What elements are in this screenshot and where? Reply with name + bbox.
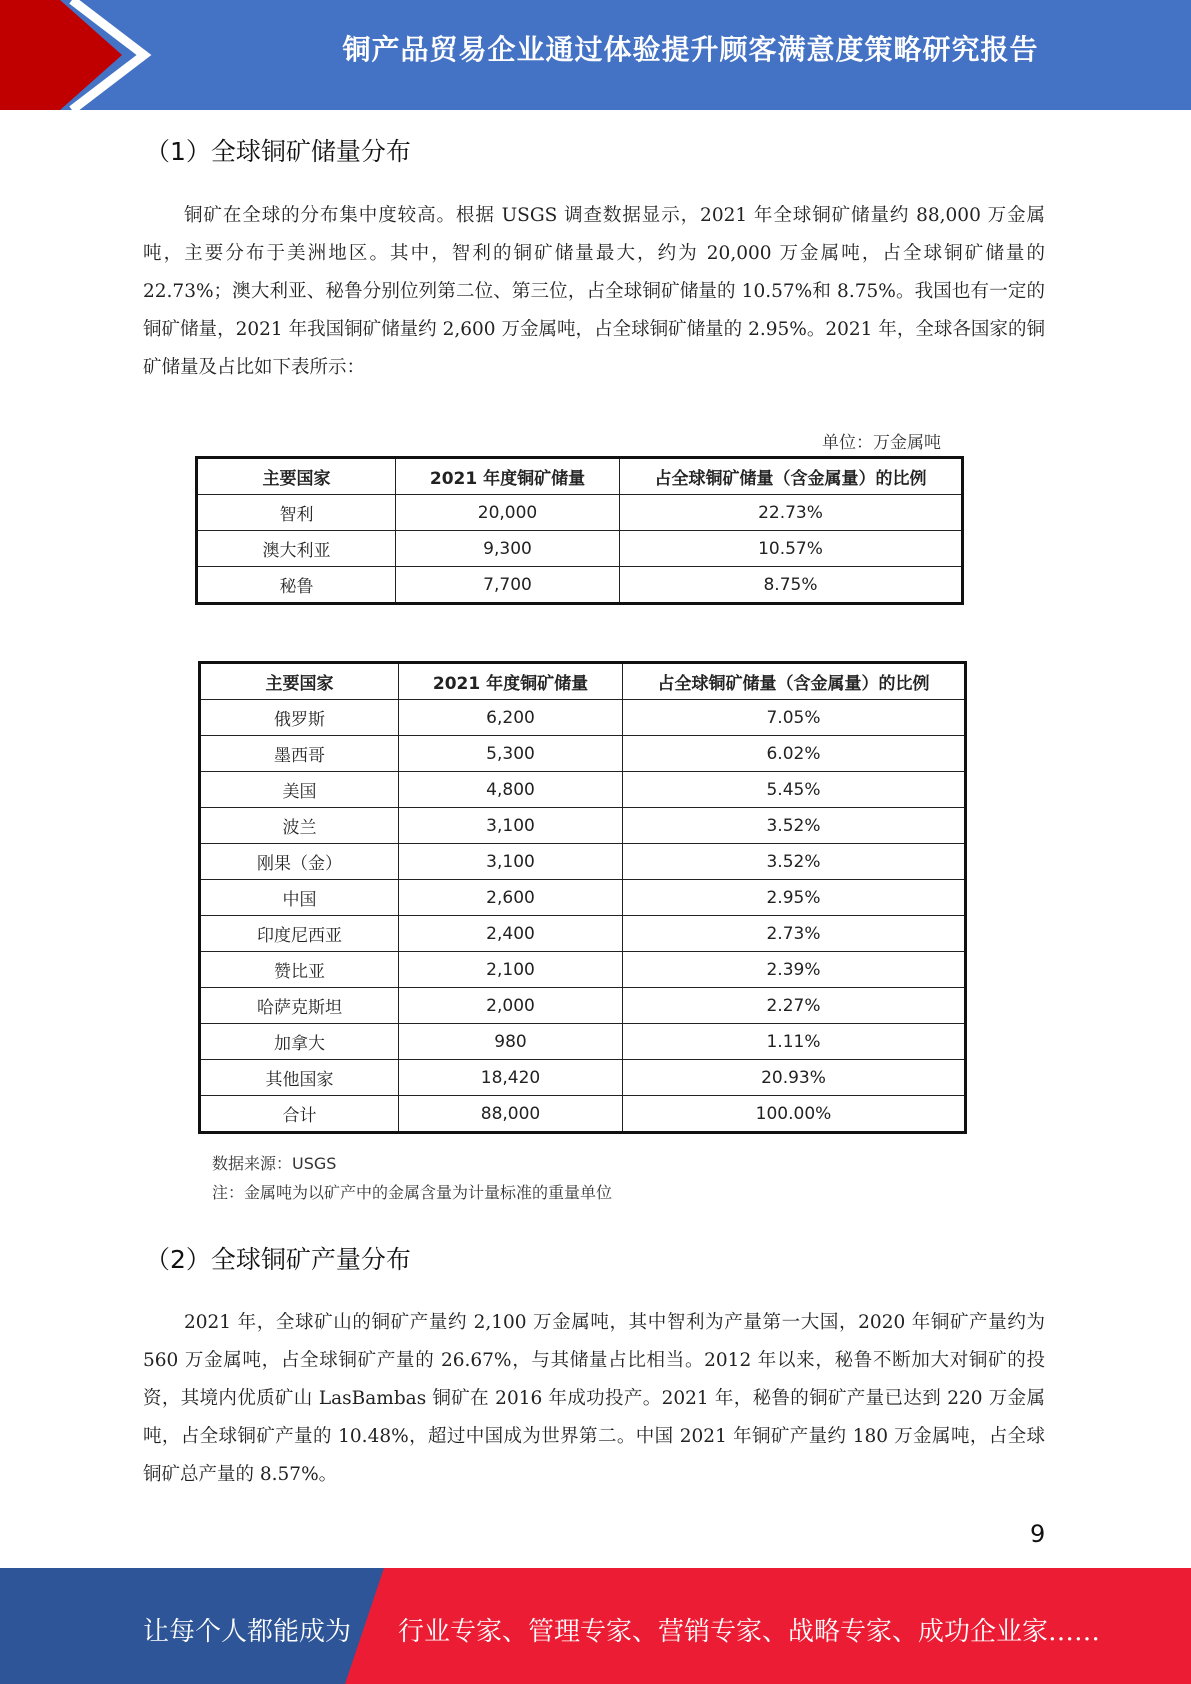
table-row [200, 988, 966, 1024]
section-heading-production: （2）全球铜矿产量分布 [145, 1245, 411, 1274]
section-paragraph-reserves: 铜矿在全球的分布集中度较高。根据 USGS 调查数据显示，2021 年全球铜矿储量约 88,000 万金属吨，主要分布于美洲地区。其中，智利的铜矿储量最大，约为 20,000 万金属吨，占全球铜矿储量的 22.73%；澳大利亚、秘鲁分别位列第二位、第三位，占全球铜矿储量的 10.57%和 8.75%。我国也有一定的铜矿储量，2021 年我国铜矿储量约 2,600 万金属吨，占全球铜矿储量的 2.95%。2021 年，全球各国家的铜矿储量及占比如下表所示： [143, 205, 1045, 378]
table-row [200, 916, 966, 952]
table-cell: 刚果（金） [200, 844, 399, 880]
table-cell: 智利 [197, 495, 396, 531]
table-source: 数据来源：USGS [212, 1154, 337, 1173]
table-row [197, 567, 963, 604]
table-cell: 5,300 [399, 736, 623, 772]
table-row [200, 844, 966, 880]
table-cell: 7,700 [396, 567, 620, 604]
table-cell: 980 [399, 1024, 623, 1060]
table-cell: 2.95% [623, 880, 966, 916]
table-cell: 俄罗斯 [200, 700, 399, 736]
table-cell: 3,100 [399, 844, 623, 880]
table-cell: 4,800 [399, 772, 623, 808]
table-cell: 20.93% [623, 1060, 966, 1096]
table-note: 注：金属吨为以矿产中的金属含量为计量标准的重量单位 [212, 1183, 613, 1202]
table-cell: 22.73% [620, 495, 963, 531]
table-cell: 9,300 [396, 531, 620, 567]
table-row [200, 772, 966, 808]
table-cell: 中国 [200, 880, 399, 916]
table-row [200, 700, 966, 736]
reserves-table-bottom [198, 661, 967, 1134]
table-cell: 2,000 [399, 988, 623, 1024]
table-cell: 7.05% [623, 700, 966, 736]
table-header-row [197, 458, 963, 495]
table-row [197, 531, 963, 567]
column-header: 主要国家 [200, 663, 399, 700]
table-cell: 3.52% [623, 808, 966, 844]
table-cell: 2.39% [623, 952, 966, 988]
column-header: 主要国家 [197, 458, 396, 495]
table-row [200, 1060, 966, 1096]
table-row [197, 495, 963, 531]
table-cell: 6.02% [623, 736, 966, 772]
table-cell: 加拿大 [200, 1024, 399, 1060]
report-title: 铜产品贸易企业通过体验提升顾客满意度策略研究报告 [342, 33, 1039, 66]
page-number: 9 [1030, 1520, 1046, 1548]
column-header: 2021 年度铜矿储量 [396, 458, 620, 495]
table-cell: 5.45% [623, 772, 966, 808]
table-cell: 秘鲁 [197, 567, 396, 604]
table-cell: 100.00% [623, 1096, 966, 1133]
table-header-row [200, 663, 966, 700]
table-cell: 赞比亚 [200, 952, 399, 988]
table-cell: 88,000 [399, 1096, 623, 1133]
table-row [200, 880, 966, 916]
section-paragraph-production: 2021 年，全球矿山的铜矿产量约 2,100 万金属吨，其中智利为产量第一大国，2020 年铜矿产量约为 560 万金属吨，占全球铜矿产量的 26.67%，与其储量占比相当。2012 年以来，秘鲁不断加大对铜矿的投资，其境内优质矿山 LasBambas 铜矿在 2016 年成功投产。2021 年，秘鲁的铜矿产量已达到 220 万金属吨，占全球铜矿产量的 10.48%，超过中国成为世界第二。中国 2021 年铜矿产量约 180 万金属吨，占全球铜矿总产量的 8.57%。 [143, 1312, 1045, 1485]
table-cell: 10.57% [620, 531, 963, 567]
reserves-table-top [195, 456, 964, 605]
table-cell: 波兰 [200, 808, 399, 844]
table-cell: 2,400 [399, 916, 623, 952]
table-cell: 20,000 [396, 495, 620, 531]
table-cell: 美国 [200, 772, 399, 808]
table-row [200, 736, 966, 772]
table-cell: 8.75% [620, 567, 963, 604]
table-cell: 3.52% [623, 844, 966, 880]
table-cell: 墨西哥 [200, 736, 399, 772]
footer-slogan-right: 行业专家、管理专家、营销专家、战略专家、成功企业家…… [398, 1617, 1101, 1647]
table-cell: 合计 [200, 1096, 399, 1133]
table-cell: 印度尼西亚 [200, 916, 399, 952]
table-unit-label: 单位：万金属吨 [822, 433, 941, 453]
header-arrow-decoration [0, 0, 160, 110]
table-cell: 哈萨克斯坦 [200, 988, 399, 1024]
table-cell: 18,420 [399, 1060, 623, 1096]
table-cell: 2,100 [399, 952, 623, 988]
table-row [200, 1096, 966, 1133]
section-heading-reserves: （1）全球铜矿储量分布 [145, 137, 411, 166]
table-cell: 2.73% [623, 916, 966, 952]
column-header: 2021 年度铜矿储量 [399, 663, 623, 700]
table-row [200, 952, 966, 988]
table-cell: 3,100 [399, 808, 623, 844]
column-header: 占全球铜矿储量（含金属量）的比例 [620, 458, 963, 495]
table-cell: 其他国家 [200, 1060, 399, 1096]
table-cell: 2.27% [623, 988, 966, 1024]
table-cell: 澳大利亚 [197, 531, 396, 567]
table-cell: 1.11% [623, 1024, 966, 1060]
table-row [200, 1024, 966, 1060]
table-cell: 2,600 [399, 880, 623, 916]
footer-slogan-left: 让每个人都能成为 [143, 1617, 352, 1647]
page-header [0, 0, 1191, 110]
table-cell: 6,200 [399, 700, 623, 736]
column-header: 占全球铜矿储量（含金属量）的比例 [623, 663, 966, 700]
table-row [200, 808, 966, 844]
page-footer [0, 1568, 1191, 1684]
